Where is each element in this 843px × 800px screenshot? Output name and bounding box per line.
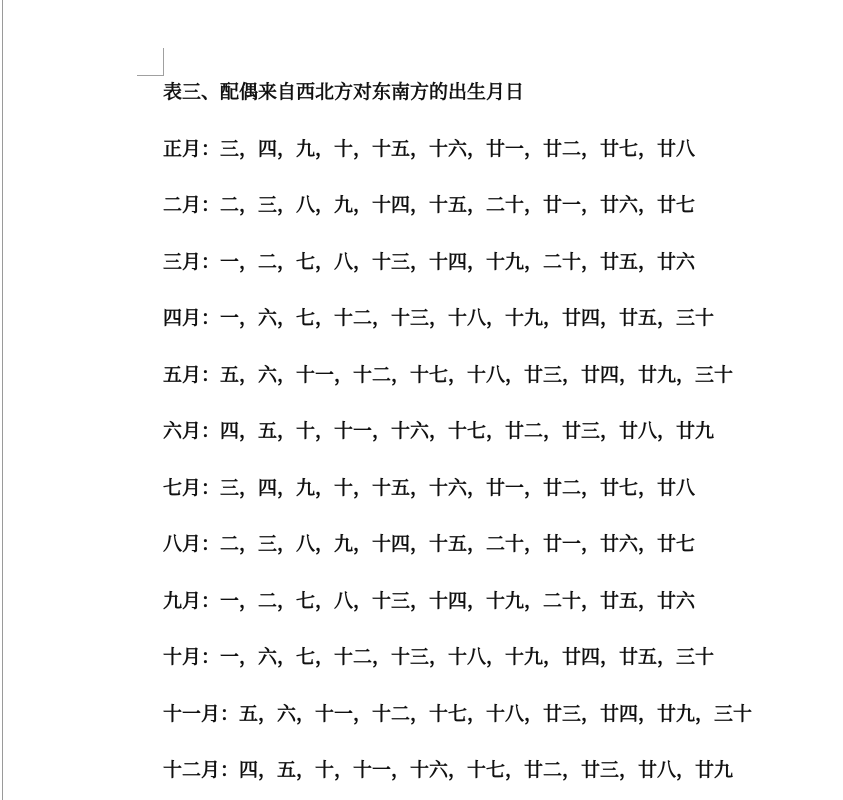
month-row-11 [163,686,803,743]
month-days: 一，二，七，八，十三，十四，十九，二十，廿五，廿六 [220,250,696,273]
document-title: 表三、配偶来自西北方对东南方的出生月日 [163,81,525,103]
month-label: 八月： [163,533,221,555]
month-label: 十二月： [163,759,240,781]
month-label: 五月： [163,363,221,386]
month-label: 六月： [163,420,221,442]
month-label: 十一月： [163,702,240,725]
month-label: 四月： [163,307,221,329]
month-days: 五，六，十一，十二，十七，十八，廿三，廿四，廿九，三十 [239,702,753,725]
month-row-5 [163,347,803,404]
margin-crop-mark-horizontal [137,75,164,76]
month-days: 二，三，八，九，十四，十五，二十，廿一，廿六，廿七 [220,533,696,555]
month-days: 二，三，八，九，十四，十五，二十，廿一，廿六，廿七 [220,194,696,216]
month-row-8 [163,516,803,573]
month-label: 正月： [163,137,221,160]
month-days: 五，六，十一，十二，十七，十八，廿三，廿四，廿九，三十 [220,363,734,386]
month-label: 三月： [163,250,221,273]
page-left-edge [2,0,3,800]
month-days: 四，五，十，十一，十六，十七，廿二，廿三，廿八，廿九 [239,759,734,781]
month-row-12 [163,742,803,799]
month-days: 四，五，十，十一，十六，十七，廿二，廿三，廿八，廿九 [220,420,715,442]
month-days: 一，六，七，十二，十三，十八，十九，廿四，廿五，三十 [220,307,715,329]
month-days: 三，四，九，十，十五，十六，廿一，廿二，廿七，廿八 [220,137,696,160]
month-days: 一，二，七，八，十三，十四，十九，二十，廿五，廿六 [220,589,696,612]
month-row-6 [163,403,803,460]
month-label: 二月： [163,194,221,216]
month-label: 七月： [163,476,221,499]
month-row-2 [163,177,803,234]
month-row-10 [163,629,803,686]
document-body[interactable] [163,64,803,799]
month-days: 三，四，九，十，十五，十六，廿一，廿二，廿七，廿八 [220,476,696,499]
month-row-1 [163,121,803,178]
month-row-3 [163,234,803,291]
month-days: 一，六，七，十二，十三，十八，十九，廿四，廿五，三十 [220,646,715,668]
month-label: 十月： [163,646,221,668]
month-row-7 [163,460,803,517]
month-row-4 [163,290,803,347]
month-label: 九月： [163,589,221,612]
month-row-9 [163,573,803,630]
